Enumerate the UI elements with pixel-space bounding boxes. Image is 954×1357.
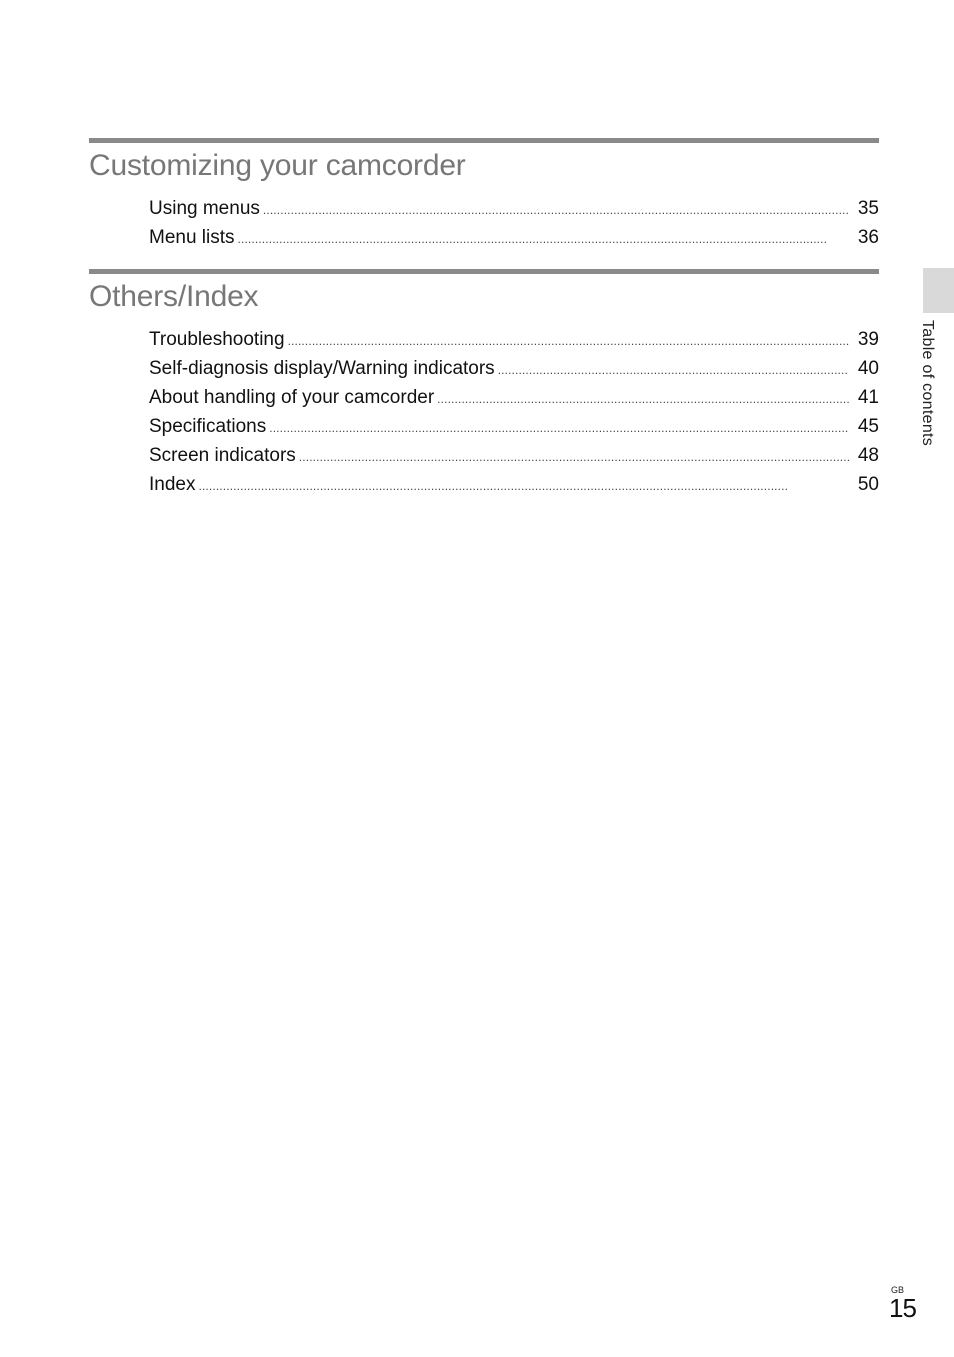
toc-entry-page: 39 (857, 329, 879, 350)
section-customizing (89, 138, 879, 252)
section-others-index (89, 269, 879, 499)
toc-entry-label: Menu lists (149, 227, 235, 248)
toc-entry-troubleshooting[interactable] (149, 325, 879, 354)
toc-entry-page: 36 (857, 227, 879, 248)
dot-leader (299, 443, 849, 472)
dot-leader (498, 356, 849, 385)
toc-entry-label: Specifications (149, 416, 267, 437)
side-tab-label: Table of contents (919, 320, 936, 447)
toc-entry-label: Index (149, 474, 196, 495)
toc-entry-label: Screen indicators (149, 445, 296, 466)
toc-entry-index[interactable] (149, 470, 879, 499)
toc-entry-label: Using menus (149, 198, 260, 219)
page-region-code: GB (891, 1285, 905, 1295)
side-tab-marker[interactable] (923, 268, 954, 313)
toc-list (89, 194, 879, 252)
toc-entry-about-handling[interactable] (149, 383, 879, 412)
section-title: Customizing your camcorder (89, 149, 466, 182)
toc-entry-menu-lists[interactable] (149, 223, 879, 252)
toc-entry-page: 45 (857, 416, 879, 437)
dot-leader (238, 225, 849, 254)
toc-entry-label: Self-diagnosis display/Warning indicators (149, 358, 495, 379)
toc-entry-self-diagnosis[interactable] (149, 354, 879, 383)
toc-entry-using-menus[interactable] (149, 194, 879, 223)
section-rule (89, 138, 879, 143)
toc-entry-page: 48 (857, 445, 879, 466)
toc-entry-specifications[interactable] (149, 412, 879, 441)
toc-entry-page: 40 (857, 358, 879, 379)
toc-entry-page: 41 (857, 387, 879, 408)
section-rule (89, 269, 879, 274)
toc-entry-page: 50 (857, 474, 879, 495)
toc-entry-page: 35 (857, 198, 879, 219)
toc-list (89, 325, 879, 499)
toc-entry-label: Troubleshooting (149, 329, 285, 350)
toc-entry-screen-indicators[interactable] (149, 441, 879, 470)
dot-leader (288, 327, 849, 356)
dot-leader (263, 196, 849, 225)
toc-entry-label: About handling of your camcorder (149, 387, 435, 408)
section-title: Others/Index (89, 280, 259, 313)
dot-leader (198, 472, 849, 501)
dot-leader (269, 414, 849, 443)
page-number: 15 (889, 1293, 916, 1323)
dot-leader (437, 385, 849, 414)
